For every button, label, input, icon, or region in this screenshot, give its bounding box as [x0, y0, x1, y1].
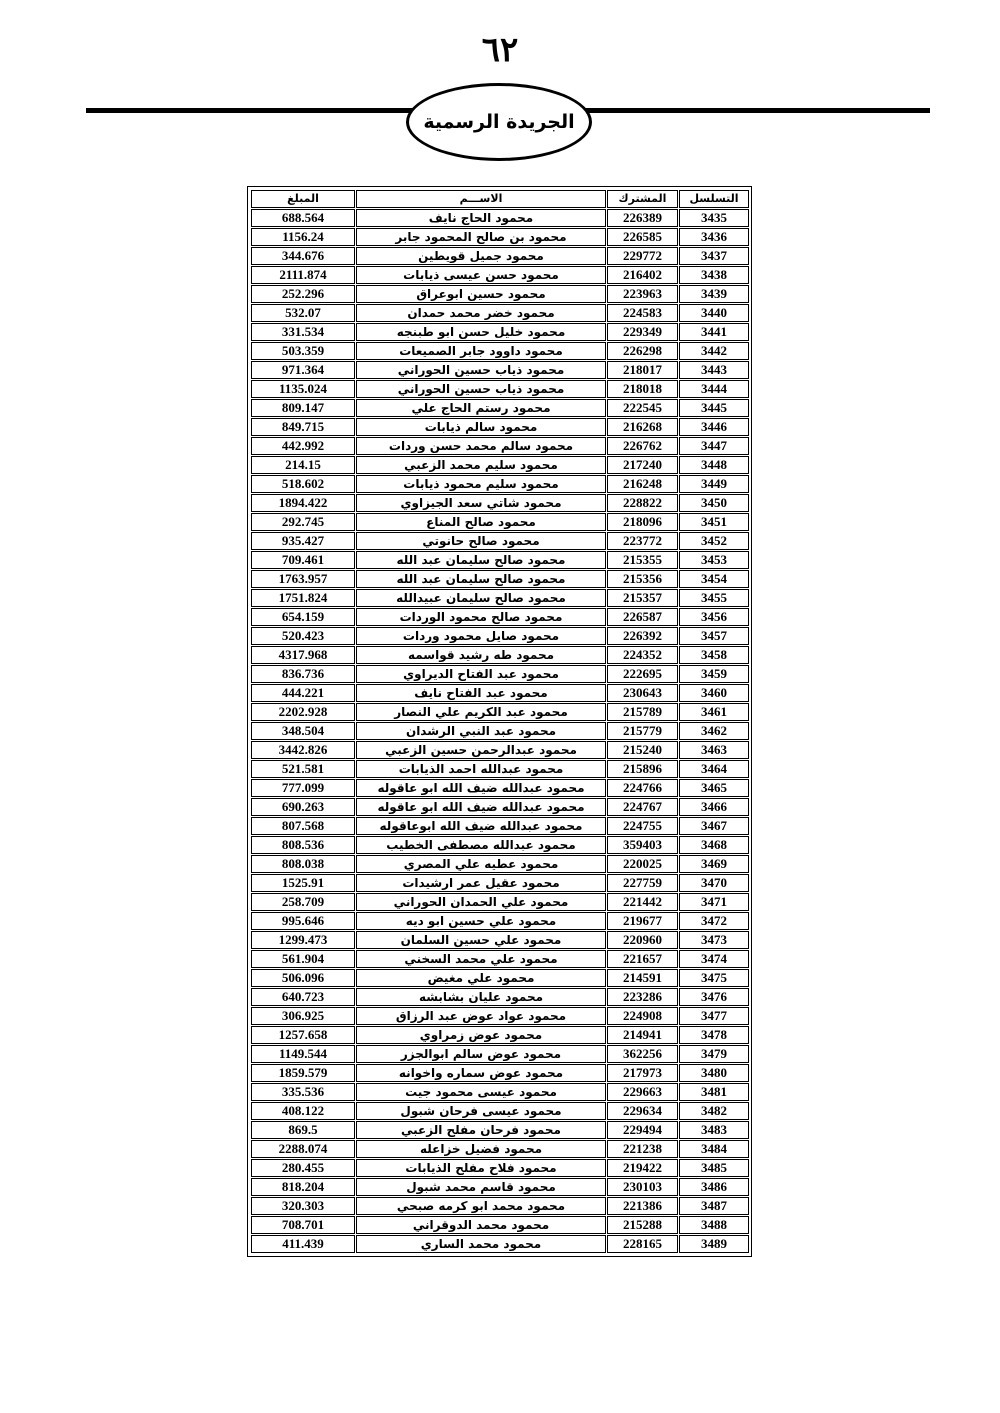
- cell-serial: 3472: [679, 912, 749, 930]
- table-row: [251, 817, 749, 835]
- cell-subscriber: 226585: [607, 228, 678, 246]
- cell-name: محمود صايل محمود وردات: [356, 627, 606, 645]
- cell-amount: 869.5: [251, 1121, 355, 1139]
- cell-subscriber: 215355: [607, 551, 678, 569]
- cell-name: محمود علي مغيض: [356, 969, 606, 987]
- cell-serial: 3465: [679, 779, 749, 797]
- cell-subscriber: 224583: [607, 304, 678, 322]
- cell-name: محمود بن صالح المحمود جابر: [356, 228, 606, 246]
- cell-serial: 3446: [679, 418, 749, 436]
- cell-subscriber: 222545: [607, 399, 678, 417]
- cell-name: محمود خليل حسن ابو طبنجه: [356, 323, 606, 341]
- cell-serial: 3479: [679, 1045, 749, 1063]
- cell-subscriber: 216268: [607, 418, 678, 436]
- cell-serial: 3458: [679, 646, 749, 664]
- cell-amount: 777.099: [251, 779, 355, 797]
- cell-amount: 331.534: [251, 323, 355, 341]
- cell-name: محمود عبدالله ضيف الله ابو عاقوله: [356, 798, 606, 816]
- cell-subscriber: 215240: [607, 741, 678, 759]
- cell-amount: 411.439: [251, 1235, 355, 1253]
- cell-amount: 1894.422: [251, 494, 355, 512]
- subscribers-table-frame: [247, 186, 752, 1257]
- table-row: [251, 551, 749, 569]
- table-row: [251, 931, 749, 949]
- subscribers-table: [250, 189, 750, 1254]
- cell-subscriber: 224755: [607, 817, 678, 835]
- cell-subscriber: 226762: [607, 437, 678, 455]
- cell-amount: 444.221: [251, 684, 355, 702]
- cell-subscriber: 221238: [607, 1140, 678, 1158]
- table-row: [251, 1140, 749, 1158]
- cell-serial: 3476: [679, 988, 749, 1006]
- cell-amount: 709.461: [251, 551, 355, 569]
- cell-name: محمود الحاج نايف: [356, 209, 606, 227]
- cell-amount: 654.159: [251, 608, 355, 626]
- column-header-subscriber: المشترك: [607, 190, 678, 208]
- cell-serial: 3448: [679, 456, 749, 474]
- cell-serial: 3481: [679, 1083, 749, 1101]
- cell-name: محمود قاسم محمد شبول: [356, 1178, 606, 1196]
- cell-subscriber: 223772: [607, 532, 678, 550]
- cell-serial: 3436: [679, 228, 749, 246]
- cell-serial: 3482: [679, 1102, 749, 1120]
- cell-serial: 3487: [679, 1197, 749, 1215]
- cell-amount: 2111.874: [251, 266, 355, 284]
- cell-name: محمود علي حسين ابو ديه: [356, 912, 606, 930]
- cell-amount: 1859.579: [251, 1064, 355, 1082]
- cell-serial: 3457: [679, 627, 749, 645]
- cell-name: محمود جميل قويطين: [356, 247, 606, 265]
- cell-subscriber: 220025: [607, 855, 678, 873]
- table-row: [251, 760, 749, 778]
- cell-subscriber: 219422: [607, 1159, 678, 1177]
- table-row: [251, 532, 749, 550]
- cell-subscriber: 224908: [607, 1007, 678, 1025]
- cell-serial: 3483: [679, 1121, 749, 1139]
- cell-subscriber: 230643: [607, 684, 678, 702]
- cell-subscriber: 224767: [607, 798, 678, 816]
- cell-serial: 3475: [679, 969, 749, 987]
- cell-serial: 3484: [679, 1140, 749, 1158]
- cell-subscriber: 216402: [607, 266, 678, 284]
- cell-serial: 3442: [679, 342, 749, 360]
- cell-name: محمود محمد ابو كرمه صبحي: [356, 1197, 606, 1215]
- cell-amount: 561.904: [251, 950, 355, 968]
- cell-subscriber: 221657: [607, 950, 678, 968]
- cell-name: محمود صالح حانوتي: [356, 532, 606, 550]
- table-row: [251, 874, 749, 892]
- cell-amount: 1525.91: [251, 874, 355, 892]
- cell-subscriber: 215288: [607, 1216, 678, 1234]
- cell-serial: 3439: [679, 285, 749, 303]
- cell-name: محمود صالح المناع: [356, 513, 606, 531]
- cell-name: محمود حسن عيسى ذيابات: [356, 266, 606, 284]
- cell-serial: 3477: [679, 1007, 749, 1025]
- cell-serial: 3455: [679, 589, 749, 607]
- cell-amount: 818.204: [251, 1178, 355, 1196]
- cell-serial: 3464: [679, 760, 749, 778]
- cell-name: محمود عبدالله ضيف الله ابو عاقوله: [356, 779, 606, 797]
- table-row: [251, 285, 749, 303]
- cell-serial: 3443: [679, 361, 749, 379]
- cell-serial: 3462: [679, 722, 749, 740]
- table-row: [251, 1121, 749, 1139]
- cell-amount: 532.07: [251, 304, 355, 322]
- cell-amount: 688.564: [251, 209, 355, 227]
- cell-serial: 3450: [679, 494, 749, 512]
- cell-amount: 995.646: [251, 912, 355, 930]
- table-row: [251, 741, 749, 759]
- cell-amount: 1149.544: [251, 1045, 355, 1063]
- cell-name: محمود عبدالله مصطفى الخطيب: [356, 836, 606, 854]
- table-row: [251, 703, 749, 721]
- cell-subscriber: 228165: [607, 1235, 678, 1253]
- cell-name: محمود عيسى فرحان شبول: [356, 1102, 606, 1120]
- table-header-row: [251, 190, 749, 208]
- cell-serial: 3488: [679, 1216, 749, 1234]
- cell-name: محمود حسين ابوعراق: [356, 285, 606, 303]
- table-row: [251, 209, 749, 227]
- cell-subscriber: 223963: [607, 285, 678, 303]
- table-row: [251, 494, 749, 512]
- cell-amount: 344.676: [251, 247, 355, 265]
- cell-amount: 320.303: [251, 1197, 355, 1215]
- cell-amount: 214.15: [251, 456, 355, 474]
- cell-serial: 3438: [679, 266, 749, 284]
- cell-name: محمود علي محمد السخني: [356, 950, 606, 968]
- table-row: [251, 893, 749, 911]
- cell-name: محمود عيسى محمود جيت: [356, 1083, 606, 1101]
- cell-subscriber: 218018: [607, 380, 678, 398]
- cell-name: محمود علي حسين السلمان: [356, 931, 606, 949]
- table-row: [251, 665, 749, 683]
- cell-serial: 3467: [679, 817, 749, 835]
- cell-subscriber: 230103: [607, 1178, 678, 1196]
- table-row: [251, 627, 749, 645]
- cell-amount: 518.602: [251, 475, 355, 493]
- cell-amount: 690.263: [251, 798, 355, 816]
- cell-name: محمود خضر محمد حمدان: [356, 304, 606, 322]
- cell-serial: 3460: [679, 684, 749, 702]
- table-row: [251, 342, 749, 360]
- cell-name: محمود شاتي سعد الجيزاوي: [356, 494, 606, 512]
- table-row: [251, 589, 749, 607]
- cell-name: محمود عوض سماره واخوانه: [356, 1064, 606, 1082]
- cell-serial: 3471: [679, 893, 749, 911]
- cell-serial: 3445: [679, 399, 749, 417]
- cell-name: محمود عبد الفتاح الديراوي: [356, 665, 606, 683]
- cell-amount: 849.715: [251, 418, 355, 436]
- table-row: [251, 228, 749, 246]
- cell-amount: 1299.473: [251, 931, 355, 949]
- cell-amount: 280.455: [251, 1159, 355, 1177]
- cell-subscriber: 221442: [607, 893, 678, 911]
- cell-amount: 1156.24: [251, 228, 355, 246]
- cell-serial: 3451: [679, 513, 749, 531]
- cell-name: محمود رستم الحاج علي: [356, 399, 606, 417]
- cell-name: محمود محمد الدوقراني: [356, 1216, 606, 1234]
- table-row: [251, 988, 749, 1006]
- table-row: [251, 570, 749, 588]
- cell-name: محمود سالم محمد حسن وردات: [356, 437, 606, 455]
- cell-amount: 335.536: [251, 1083, 355, 1101]
- cell-serial: 3454: [679, 570, 749, 588]
- cell-name: محمود عليان بشابشه: [356, 988, 606, 1006]
- cell-name: محمود عقيل عمر ارشيدات: [356, 874, 606, 892]
- cell-serial: 3453: [679, 551, 749, 569]
- cell-serial: 3444: [679, 380, 749, 398]
- cell-name: محمود فرحان مفلح الزعبي: [356, 1121, 606, 1139]
- cell-serial: 3489: [679, 1235, 749, 1253]
- publication-title: الجريدة الرسمية: [423, 111, 575, 133]
- table-row: [251, 969, 749, 987]
- cell-subscriber: 229494: [607, 1121, 678, 1139]
- table-row: [251, 1026, 749, 1044]
- cell-serial: 3474: [679, 950, 749, 968]
- cell-name: محمود عبدالله احمد الذيابات: [356, 760, 606, 778]
- cell-amount: 935.427: [251, 532, 355, 550]
- column-header-name: الاســـم: [356, 190, 606, 208]
- table-row: [251, 456, 749, 474]
- cell-amount: 2288.074: [251, 1140, 355, 1158]
- cell-amount: 521.581: [251, 760, 355, 778]
- cell-name: محمود صالح محمود الوردات: [356, 608, 606, 626]
- table-row: [251, 418, 749, 436]
- cell-subscriber: 215357: [607, 589, 678, 607]
- cell-amount: 809.147: [251, 399, 355, 417]
- table-row: [251, 1197, 749, 1215]
- cell-name: محمود محمد الساري: [356, 1235, 606, 1253]
- cell-serial: 3469: [679, 855, 749, 873]
- cell-amount: 2202.928: [251, 703, 355, 721]
- table-row: [251, 836, 749, 854]
- table-row: [251, 1045, 749, 1063]
- cell-name: محمود سليم محمود ذيابات: [356, 475, 606, 493]
- cell-serial: 3440: [679, 304, 749, 322]
- cell-subscriber: 218017: [607, 361, 678, 379]
- cell-amount: 292.745: [251, 513, 355, 531]
- cell-amount: 807.568: [251, 817, 355, 835]
- table-row: [251, 304, 749, 322]
- table-row: [251, 1064, 749, 1082]
- cell-subscriber: 219677: [607, 912, 678, 930]
- cell-name: محمود عبدالرحمن حسين الزعبي: [356, 741, 606, 759]
- cell-subscriber: 220960: [607, 931, 678, 949]
- cell-name: محمود عبد النبي الرشدان: [356, 722, 606, 740]
- table-row: [251, 1235, 749, 1253]
- cell-amount: 408.122: [251, 1102, 355, 1120]
- table-row: [251, 779, 749, 797]
- cell-amount: 808.038: [251, 855, 355, 873]
- cell-amount: 640.723: [251, 988, 355, 1006]
- cell-name: محمود عبد الفتاح نايف: [356, 684, 606, 702]
- cell-serial: 3480: [679, 1064, 749, 1082]
- cell-name: محمود صالح سليمان عبيدالله: [356, 589, 606, 607]
- table-row: [251, 380, 749, 398]
- cell-subscriber: 226587: [607, 608, 678, 626]
- cell-subscriber: 229634: [607, 1102, 678, 1120]
- cell-subscriber: 229663: [607, 1083, 678, 1101]
- table-row: [251, 798, 749, 816]
- cell-subscriber: 215356: [607, 570, 678, 588]
- cell-subscriber: 226389: [607, 209, 678, 227]
- cell-subscriber: 226392: [607, 627, 678, 645]
- cell-serial: 3456: [679, 608, 749, 626]
- table-row: [251, 1007, 749, 1025]
- cell-amount: 306.925: [251, 1007, 355, 1025]
- table-row: [251, 646, 749, 664]
- table-row: [251, 513, 749, 531]
- cell-amount: 708.701: [251, 1216, 355, 1234]
- cell-amount: 4317.968: [251, 646, 355, 664]
- cell-amount: 808.536: [251, 836, 355, 854]
- table-row: [251, 1083, 749, 1101]
- cell-name: محمود عوض سالم ابوالجزر: [356, 1045, 606, 1063]
- cell-subscriber: 229772: [607, 247, 678, 265]
- table-row: [251, 1102, 749, 1120]
- cell-name: محمود عبدالله ضيف الله ابوعاقوله: [356, 817, 606, 835]
- cell-subscriber: 228822: [607, 494, 678, 512]
- table-row: [251, 1178, 749, 1196]
- table-body: [251, 209, 749, 1253]
- cell-name: محمود فضيل خزاعله: [356, 1140, 606, 1158]
- cell-subscriber: 215789: [607, 703, 678, 721]
- cell-subscriber: 222695: [607, 665, 678, 683]
- cell-name: محمود عطيه علي المصري: [356, 855, 606, 873]
- cell-subscriber: 227759: [607, 874, 678, 892]
- cell-amount: 520.423: [251, 627, 355, 645]
- cell-serial: 3485: [679, 1159, 749, 1177]
- publication-title-oval: [406, 83, 592, 161]
- cell-serial: 3441: [679, 323, 749, 341]
- cell-subscriber: 216248: [607, 475, 678, 493]
- cell-name: محمود صالح سليمان عبد الله: [356, 570, 606, 588]
- cell-serial: 3447: [679, 437, 749, 455]
- table-row: [251, 247, 749, 265]
- cell-name: محمود عوض زمراوي: [356, 1026, 606, 1044]
- table-row: [251, 1159, 749, 1177]
- table-row: [251, 266, 749, 284]
- cell-name: محمود سليم محمد الزعبي: [356, 456, 606, 474]
- cell-amount: 506.096: [251, 969, 355, 987]
- cell-amount: 503.359: [251, 342, 355, 360]
- cell-subscriber: 223286: [607, 988, 678, 1006]
- cell-subscriber: 229349: [607, 323, 678, 341]
- cell-serial: 3435: [679, 209, 749, 227]
- table-row: [251, 323, 749, 341]
- cell-amount: 1257.658: [251, 1026, 355, 1044]
- table-row: [251, 950, 749, 968]
- table-row: [251, 722, 749, 740]
- cell-amount: 1135.024: [251, 380, 355, 398]
- cell-serial: 3463: [679, 741, 749, 759]
- column-header-serial: التسلسل: [679, 190, 749, 208]
- column-header-amount: المبلغ: [251, 190, 355, 208]
- page-number: ٦٢: [481, 30, 519, 70]
- cell-serial: 3461: [679, 703, 749, 721]
- cell-amount: 252.296: [251, 285, 355, 303]
- table-row: [251, 437, 749, 455]
- cell-subscriber: 214591: [607, 969, 678, 987]
- cell-name: محمود صالح سليمان عبد الله: [356, 551, 606, 569]
- cell-serial: 3452: [679, 532, 749, 550]
- table-row: [251, 399, 749, 417]
- cell-serial: 3459: [679, 665, 749, 683]
- cell-subscriber: 226298: [607, 342, 678, 360]
- table-row: [251, 855, 749, 873]
- cell-amount: 1763.957: [251, 570, 355, 588]
- cell-amount: 971.364: [251, 361, 355, 379]
- cell-subscriber: 224766: [607, 779, 678, 797]
- cell-serial: 3470: [679, 874, 749, 892]
- cell-name: محمود ذياب حسين الحوراني: [356, 361, 606, 379]
- cell-name: محمود علي الحمدان الحوراني: [356, 893, 606, 911]
- cell-name: محمود فلاح مفلح الذيابات: [356, 1159, 606, 1177]
- cell-subscriber: 215779: [607, 722, 678, 740]
- cell-amount: 258.709: [251, 893, 355, 911]
- table-row: [251, 1216, 749, 1234]
- cell-serial: 3473: [679, 931, 749, 949]
- table-row: [251, 912, 749, 930]
- cell-subscriber: 217240: [607, 456, 678, 474]
- table-row: [251, 475, 749, 493]
- cell-amount: 1751.824: [251, 589, 355, 607]
- cell-name: محمود عبد الكريم علي النصار: [356, 703, 606, 721]
- cell-subscriber: 217973: [607, 1064, 678, 1082]
- cell-serial: 3468: [679, 836, 749, 854]
- table-row: [251, 361, 749, 379]
- cell-subscriber: 221386: [607, 1197, 678, 1215]
- cell-subscriber: 224352: [607, 646, 678, 664]
- cell-name: محمود ذياب حسين الحوراني: [356, 380, 606, 398]
- cell-name: محمود سالم ذيابات: [356, 418, 606, 436]
- table-row: [251, 608, 749, 626]
- cell-amount: 348.504: [251, 722, 355, 740]
- cell-amount: 836.736: [251, 665, 355, 683]
- cell-name: محمود داوود جابر الصميعات: [356, 342, 606, 360]
- cell-serial: 3478: [679, 1026, 749, 1044]
- table-row: [251, 684, 749, 702]
- cell-serial: 3449: [679, 475, 749, 493]
- cell-name: محمود عواد عوض عبد الرزاق: [356, 1007, 606, 1025]
- cell-amount: 3442.826: [251, 741, 355, 759]
- cell-subscriber: 362256: [607, 1045, 678, 1063]
- cell-serial: 3486: [679, 1178, 749, 1196]
- cell-serial: 3466: [679, 798, 749, 816]
- cell-serial: 3437: [679, 247, 749, 265]
- cell-subscriber: 214941: [607, 1026, 678, 1044]
- cell-subscriber: 218096: [607, 513, 678, 531]
- cell-subscriber: 215896: [607, 760, 678, 778]
- cell-subscriber: 359403: [607, 836, 678, 854]
- cell-name: محمود طه رشيد قواسمه: [356, 646, 606, 664]
- cell-amount: 442.992: [251, 437, 355, 455]
